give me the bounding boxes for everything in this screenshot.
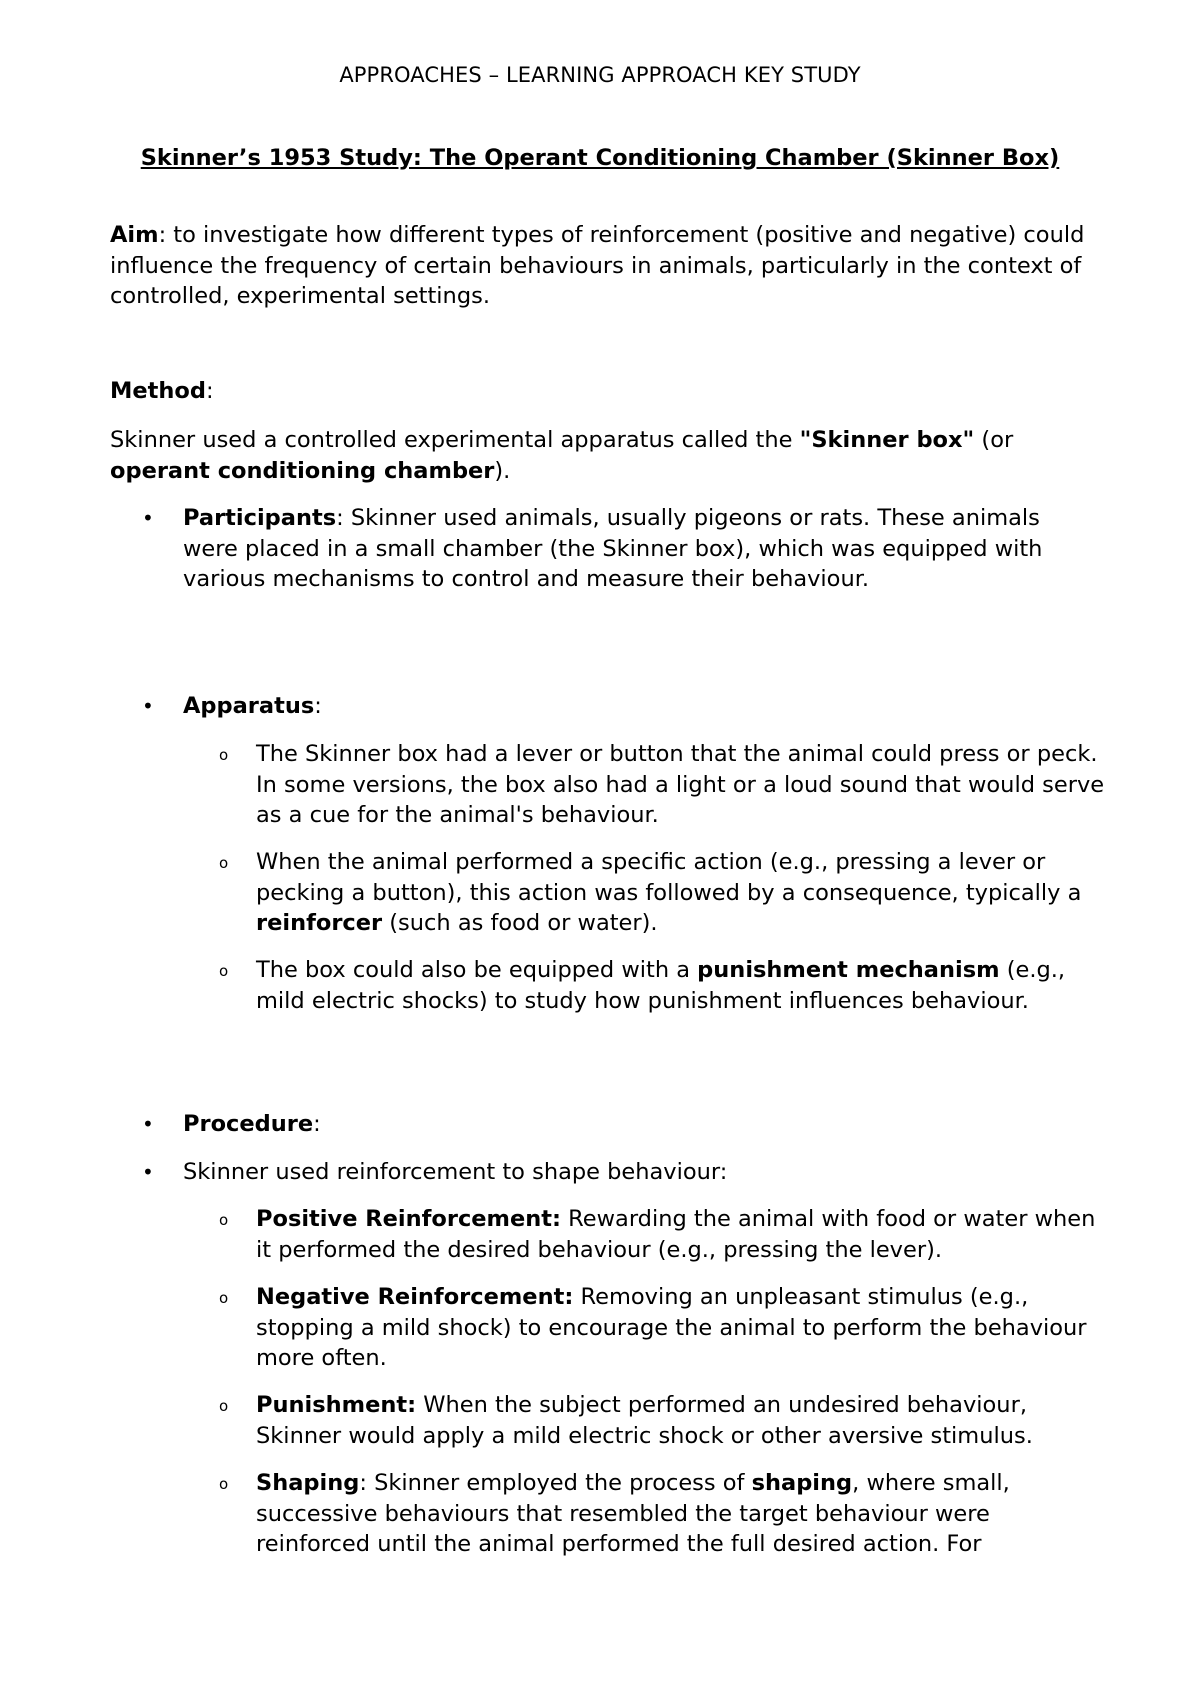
- apparatus-item-3: [256, 955, 1106, 1016]
- shaping-item: [256, 1468, 1106, 1560]
- aim-paragraph: [110, 220, 1110, 312]
- negative-reinforcement-text: Removing an unpleasant stimulus (e.g., stopping a mild shock) to encourage the animal to perform the behaviour more often.: [256, 1284, 1087, 1371]
- participants-label: Participants: [183, 505, 337, 531]
- shaping-text: : Skinner employed the process of: [359, 1470, 752, 1496]
- punishment-item: [256, 1390, 1106, 1451]
- apparatus-colon: :: [314, 693, 322, 719]
- method-colon: :: [206, 378, 214, 404]
- sub-bullet-icon: o: [219, 854, 229, 872]
- operant-chamber-term: operant conditioning chamber: [110, 457, 495, 484]
- apparatus-item-2: [256, 847, 1106, 939]
- apparatus-item-3-text: The box could also be equipped with a: [256, 957, 698, 983]
- participants-item: [183, 503, 1063, 595]
- apparatus-label: Apparatus: [183, 693, 315, 719]
- skinner-box-term: "Skinner box": [799, 427, 975, 453]
- negative-reinforcement-item: [256, 1282, 1106, 1374]
- sub-bullet-icon: o: [219, 746, 229, 764]
- punishment-mechanism-term: punishment mechanism: [697, 957, 1000, 983]
- bullet-icon: •: [142, 694, 154, 718]
- document-header: APPROACHES – LEARNING APPROACH KEY STUDY: [339, 63, 861, 87]
- sub-bullet-icon: o: [219, 1289, 229, 1307]
- shaping-term: shaping: [751, 1470, 853, 1496]
- sub-bullet-icon: o: [219, 1397, 229, 1415]
- sub-bullet-icon: o: [219, 962, 229, 980]
- procedure-heading: [183, 1109, 1063, 1140]
- method-intro: [110, 425, 1110, 486]
- bullet-icon: •: [142, 506, 154, 530]
- bullet-icon: •: [142, 1160, 154, 1184]
- aim-text: : to investigate how different types of reinforcement (positive and negative) could influence the frequency of certain behaviours in animals, particularly in the context of controlled, experimental settings.: [110, 222, 1085, 309]
- method-label: Method: [110, 378, 206, 404]
- method-intro-text: Skinner used a controlled experimental apparatus called the: [110, 427, 800, 453]
- punishment-text: When the subject performed an undesired behaviour, Skinner would apply a mild electric shock or other aversive stimulus.: [256, 1392, 1033, 1449]
- method-heading: [110, 376, 1110, 407]
- apparatus-heading: [183, 691, 1063, 722]
- punishment-label: Punishment:: [256, 1392, 417, 1418]
- reinforcer-term: reinforcer: [256, 910, 383, 936]
- sub-bullet-icon: o: [219, 1211, 229, 1229]
- shaping-label: Shaping: [256, 1470, 360, 1496]
- method-intro-text-3: ).: [494, 457, 511, 484]
- bullet-icon: •: [142, 1112, 154, 1136]
- apparatus-item-1: The Skinner box had a lever or button that the animal could press or peck. In some versions, the box also had a light or a loud sound that would serve as a cue for the animal's behaviour.: [256, 741, 1105, 828]
- apparatus-item-2-text: When the animal performed a specific action (e.g., pressing a lever or pecking a button), this action was followed by a consequence, typically a: [256, 849, 1082, 906]
- negative-reinforcement-label: Negative Reinforcement:: [256, 1284, 574, 1310]
- apparatus-item-3-text-2: (e.g., mild electric shocks) to study how punishment influences behaviour.: [256, 957, 1066, 1014]
- positive-reinforcement-item: [256, 1204, 1106, 1265]
- positive-reinforcement-label: Positive Reinforcement:: [256, 1206, 562, 1232]
- apparatus-item-2-text-2: (such as food or water).: [382, 910, 658, 936]
- procedure-intro: Skinner used reinforcement to shape behaviour:: [183, 1159, 728, 1185]
- procedure-label: Procedure: [183, 1111, 314, 1137]
- study-title: Skinner’s 1953 Study: The Operant Conditioning Chamber (Skinner Box): [140, 145, 1060, 171]
- shaping-text-2: , where small, successive behaviours that resembled the target behaviour were reinforced until the animal performed the full desired action. For: [256, 1470, 1010, 1557]
- procedure-colon: :: [313, 1111, 321, 1137]
- aim-label: Aim: [110, 222, 159, 248]
- method-intro-text-2: (or: [974, 427, 1014, 453]
- positive-reinforcement-text: Rewarding the animal with food or water when it performed the desired behaviour (e.g., pressing the lever).: [256, 1206, 1096, 1263]
- sub-bullet-icon: o: [219, 1475, 229, 1493]
- participants-text: : Skinner used animals, usually pigeons or rats. These animals were placed in a small chamber (the Skinner box), which was equipped with various mechanisms to control and measure their behaviour.: [183, 505, 1043, 592]
